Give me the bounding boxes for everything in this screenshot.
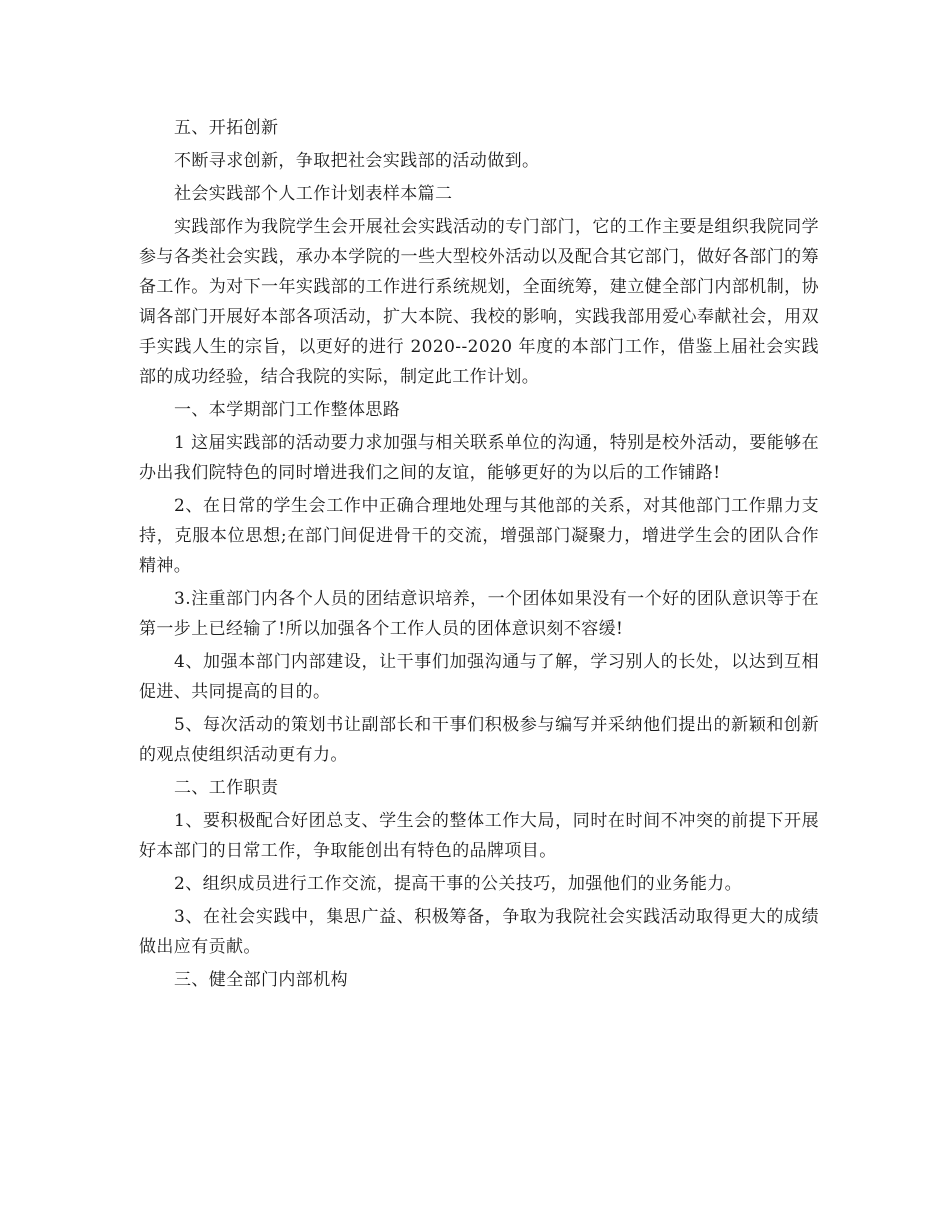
list-item: 5、每次活动的策划书让副部长和干事们积极参与编写并采纳他们提出的新颖和创新的观点使组织活动更有力。 xyxy=(139,715,819,765)
list-item: 4、加强本部门内部建设，让干事们加强沟通与了解，学习别人的长处，以达到互相促进、共同提高的目的。 xyxy=(139,652,819,702)
document-body xyxy=(139,113,819,998)
document-subtitle: 社会实践部个人工作计划表样本篇二 xyxy=(174,184,453,204)
section-heading-innovation: 五、开拓创新 xyxy=(174,118,279,138)
section-heading-structure: 三、健全部门内部机构 xyxy=(174,970,348,990)
list-item: 3、在社会实践中，集思广益、积极筹备，争取为我院社会实践活动取得更大的成绩做出应有贡献。 xyxy=(139,907,819,957)
section-heading-duties: 二、工作职责 xyxy=(174,778,279,798)
intro-paragraph: 实践部作为我院学生会开展社会实践活动的专门部门，它的工作主要是组织我院同学参与各类社会实践，承办本学院的一些大型校外活动以及配合其它部门，做好各部门的筹备工作。为对下一年实践部的工作进行系统规划，全面统筹，建立健全部门内部机制，协调各部门开展好本部各项活动，扩大本院、我校的影响，实践我部用爱心奉献社会，用双手实践人生的宗旨，以更好的进行 2020--2020 年度的本部门工作，借鉴上届社会实践部的成功经验，结合我院的实际，制定此工作计划。 xyxy=(139,217,819,387)
list-item: 2、组织成员进行工作交流，提高干事的公关技巧，加强他们的业务能力。 xyxy=(174,874,743,894)
list-item: 2、在日常的学生会工作中正确合理地处理与其他部的关系，对其他部门工作鼎力支持，克服本位思想;在部门间促进骨干的交流，增强部门凝聚力，增进学生会的团队合作精神。 xyxy=(139,496,819,576)
paragraph: 不断寻求创新，争取把社会实践部的活动做到。 xyxy=(174,151,540,171)
section-heading-overall-approach: 一、本学期部门工作整体思路 xyxy=(174,400,401,420)
list-item: 1、要积极配合好团总支、学生会的整体工作大局，同时在时间不冲突的前提下开展好本部门的日常工作，争取能创出有特色的品牌项目。 xyxy=(139,811,819,861)
list-item: 1 这届实践部的活动要力求加强与相关联系单位的沟通，特别是校外活动，要能够在办出我们院特色的同时增进我们之间的友谊，能够更好的为以后的工作铺路! xyxy=(139,433,819,483)
list-item: 3.注重部门内各个人员的团结意识培养，一个团体如果没有一个好的团队意识等于在第一步上已经输了!所以加强各个工作人员的团体意识刻不容缓! xyxy=(139,589,819,639)
